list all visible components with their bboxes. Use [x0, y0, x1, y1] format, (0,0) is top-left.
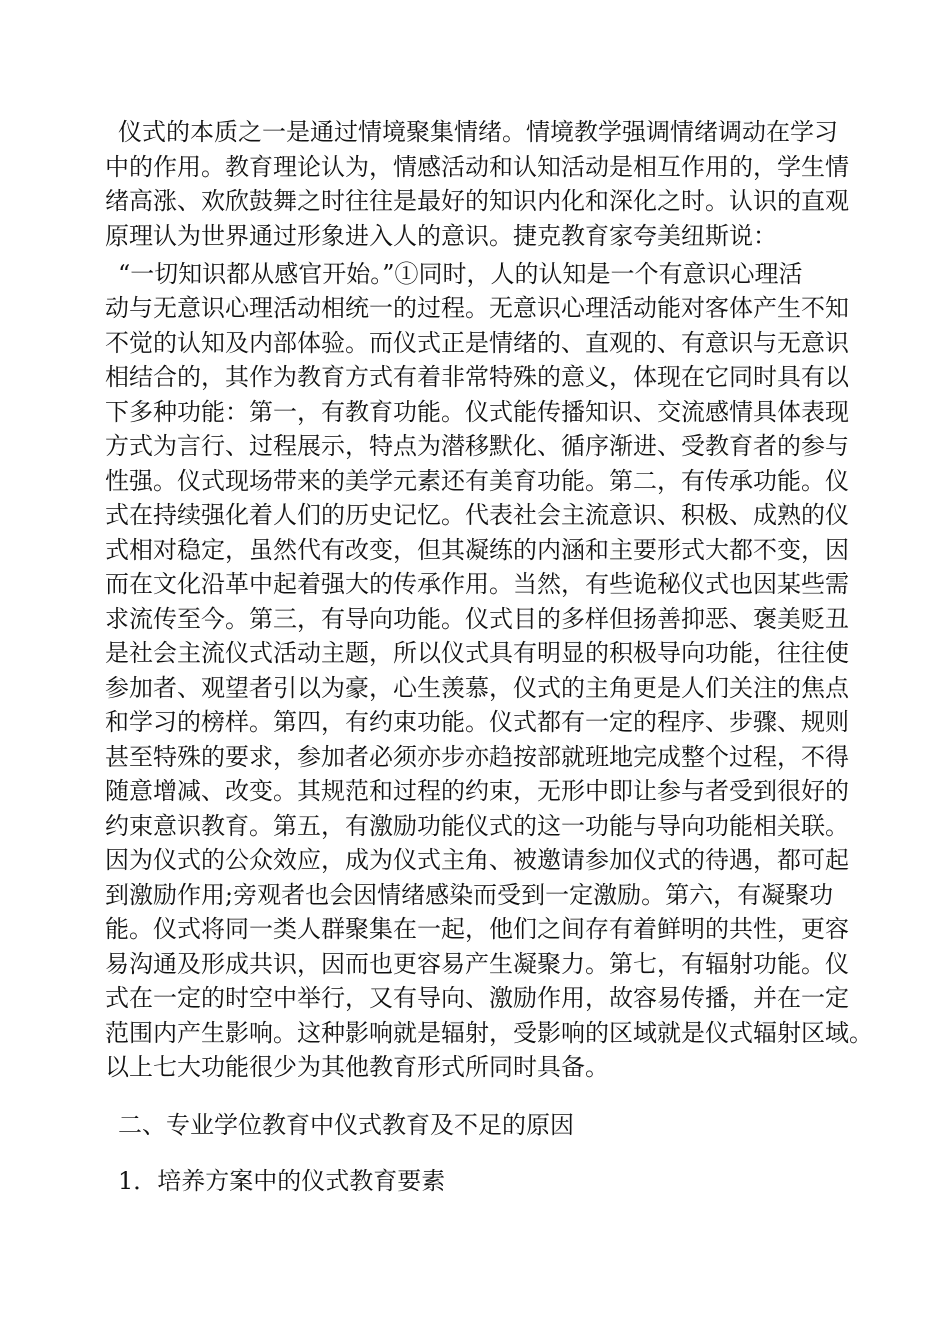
body-line: 以上七大功能很少为其他教育形式所同时具备。 — [105, 1053, 609, 1081]
body-line: 不觉的认知及内部体验。而仪式正是情绪的、直观的、有意识与无意识 — [105, 329, 849, 357]
body-line: 中的作用。教育理论认为，情感活动和认知活动是相互作用的，学生情 — [105, 153, 849, 181]
body-line: 到激励作用;旁观者也会因情绪感染而受到一定激励。第六，有凝聚功 — [105, 881, 834, 909]
body-line: 和学习的榜样。第四，有约束功能。仪式都有一定的程序、步骤、规则 — [105, 708, 849, 736]
body-line: 式相对稳定，虽然代有改变，但其凝练的内涵和主要形式大都不变，因 — [105, 536, 849, 564]
body-line: 因为仪式的公众效应，成为仪式主角、被邀请参加仪式的待遇，都可起 — [105, 846, 849, 874]
body-line: 方式为言行、过程展示，特点为潜移默化、循序渐进、受教育者的参与 — [105, 432, 849, 460]
body-line: 范围内产生影响。这种影响就是辐射，受影响的区域就是仪式辐射区域。 — [105, 1019, 873, 1047]
body-line: 约束意识教育。第五，有激励功能仪式的这一功能与导向功能相关联。 — [105, 812, 849, 840]
body-line: 甚至特殊的要求，参加者必须亦步亦趋按部就班地完成整个过程，不得 — [105, 743, 849, 771]
body-line: 绪高涨、欢欣鼓舞之时往往是最好的知识内化和深化之时。认识的直观 — [105, 187, 849, 215]
body-line: 原理认为世界通过形象进入人的意识。捷克教育家夸美纽斯说： — [105, 222, 777, 250]
body-line: 相结合的，其作为教育方式有着非常特殊的意义，体现在它同时具有以 — [105, 363, 849, 391]
body-line: 下多种功能：第一，有教育功能。仪式能传播知识、交流感情具体表现 — [105, 398, 849, 426]
body-line: 性强。仪式现场带来的美学元素还有美育功能。第二，有传承功能。仪 — [105, 467, 849, 495]
body-line: 是社会主流仪式活动主题，所以仪式具有明显的积极导向功能，往往使 — [105, 639, 849, 667]
body-line: 式在持续强化着人们的历史记忆。代表社会主流意识、积极、成熟的仪 — [105, 501, 849, 529]
body-line: 求流传至今。第三，有导向功能。仪式目的多样但扬善抑恶、褒美贬丑 — [105, 605, 849, 633]
body-line: 动与无意识心理活动相统一的过程。无意识心理活动能对客体产生不知 — [105, 294, 849, 322]
body-line: 易沟通及形成共识，因而也更容易产生凝聚力。第七，有辐射功能。仪 — [105, 950, 849, 978]
body-line: “一切知识都从感官开始。”①同时，人的认知是一个有意识心理活 — [118, 260, 803, 288]
body-line: 仪式的本质之一是通过情境聚集情绪。情境教学强调情绪调动在学习 — [118, 118, 838, 146]
body-line: 式在一定的时空中举行，又有导向、激励作用，故容易传播，并在一定 — [105, 984, 849, 1012]
body-line: 参加者、观望者引以为豪，心生羡慕，仪式的主角更是人们关注的焦点 — [105, 674, 849, 702]
subsection-heading: 1．培养方案中的仪式教育要素 — [118, 1167, 446, 1195]
body-line: 随意增减、改变。其规范和过程的约束，无形中即让参与者受到很好的 — [105, 777, 849, 805]
body-line: 而在文化沿革中起着强大的传承作用。当然，有些诡秘仪式也因某些需 — [105, 570, 849, 598]
section-heading: 二、专业学位教育中仪式教育及不足的原因 — [118, 1111, 574, 1139]
body-line: 能。仪式将同一类人群聚集在一起，他们之间存有着鲜明的共性，更容 — [105, 915, 849, 943]
